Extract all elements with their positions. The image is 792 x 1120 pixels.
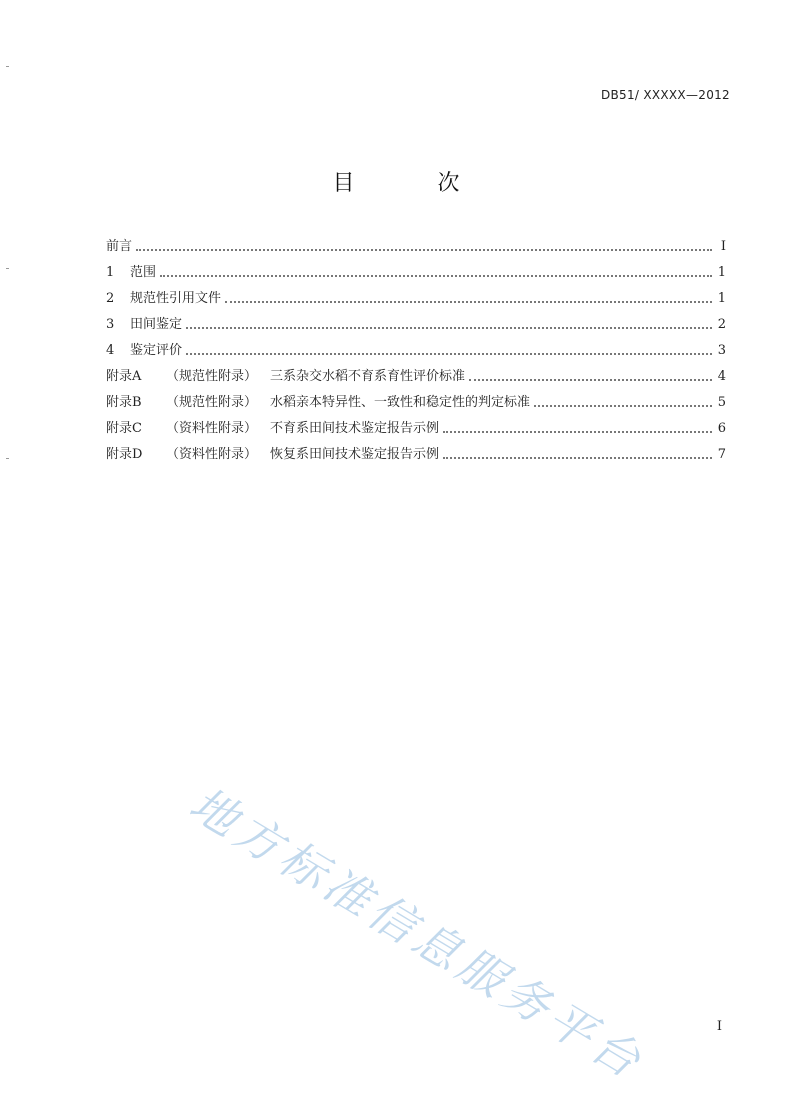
toc-entry-number: 1 xyxy=(106,265,115,280)
appendix-label: 附录D xyxy=(106,447,143,462)
toc-entry-number: 3 xyxy=(106,317,115,332)
dot-leader xyxy=(534,405,712,407)
toc-entry-appendix-c[interactable] xyxy=(106,412,726,438)
appendix-label: 附录B xyxy=(106,395,142,410)
toc-entry-label xyxy=(106,238,136,256)
toc-entry-title: 三系杂交水稻不育系育性评价标准 xyxy=(270,369,466,384)
dot-leader xyxy=(225,301,712,303)
toc-entry-page: 4 xyxy=(717,369,726,384)
toc-entry-page: 2 xyxy=(717,317,726,332)
scan-speck xyxy=(6,66,9,67)
toc-title: 目 次 xyxy=(332,171,498,196)
toc-entry-appendix-b[interactable] xyxy=(106,386,726,412)
toc-entry-title: 鉴定评价 xyxy=(130,343,183,358)
appendix-label: 附录C xyxy=(106,421,142,436)
toc-entry-label xyxy=(106,420,443,438)
toc-entry-page: I xyxy=(720,239,726,254)
table-of-contents xyxy=(106,230,726,464)
toc-entry-page: 3 xyxy=(717,343,726,358)
toc-entry-title: 前言 xyxy=(106,239,133,254)
toc-entry-number: 4 xyxy=(106,343,115,358)
toc-entry-appendix-a[interactable] xyxy=(106,360,726,386)
toc-entry-label xyxy=(106,446,443,464)
toc-entry-title: 田间鉴定 xyxy=(130,317,183,332)
appendix-kind: （资料性附录） xyxy=(166,421,258,436)
toc-entry-label xyxy=(106,264,160,282)
toc-entry-title: 规范性引用文件 xyxy=(130,291,222,306)
toc-entry-page: 1 xyxy=(717,265,726,280)
toc-entry-page: 1 xyxy=(717,291,726,306)
toc-entry-label xyxy=(106,394,534,412)
toc-entry-label xyxy=(106,290,225,308)
toc-entry-title: 恢复系田间技术鉴定报告示例 xyxy=(270,447,440,462)
watermark: 地方标准信息服务平台 xyxy=(180,776,655,1091)
dot-leader xyxy=(469,379,712,381)
toc-entry-title: 范围 xyxy=(130,265,157,280)
toc-entry-label xyxy=(106,368,469,386)
dot-leader xyxy=(160,275,712,277)
toc-entry-field-identification[interactable] xyxy=(106,308,726,334)
dot-leader xyxy=(186,353,712,355)
toc-entry-title: 水稻亲本特异性、一致性和稳定性的判定标准 xyxy=(270,395,531,410)
toc-entry-label xyxy=(106,316,186,334)
toc-entry-title: 不育系田间技术鉴定报告示例 xyxy=(270,421,440,436)
toc-entry-scope[interactable] xyxy=(106,256,726,282)
toc-entry-normative-references[interactable] xyxy=(106,282,726,308)
toc-entry-page: 5 xyxy=(717,395,726,410)
dot-leader xyxy=(186,327,712,329)
dot-leader xyxy=(443,457,712,459)
toc-entry-preface[interactable] xyxy=(106,230,726,256)
dot-leader xyxy=(443,431,712,433)
toc-entry-page: 6 xyxy=(717,421,726,436)
appendix-kind: （规范性附录） xyxy=(166,369,258,384)
toc-entry-label xyxy=(106,342,186,360)
dot-leader xyxy=(136,249,712,251)
toc-entry-page: 7 xyxy=(717,447,726,462)
appendix-label: 附录A xyxy=(106,369,142,384)
appendix-kind: （规范性附录） xyxy=(166,395,258,410)
document-id: DB51/ XXXXX—2012 xyxy=(600,88,730,102)
appendix-kind: （资料性附录） xyxy=(166,447,258,462)
toc-entry-appendix-d[interactable] xyxy=(106,438,726,464)
scan-speck xyxy=(6,268,9,269)
page-number: I xyxy=(716,1019,722,1034)
toc-entry-number: 2 xyxy=(106,291,115,306)
toc-entry-evaluation[interactable] xyxy=(106,334,726,360)
scan-speck xyxy=(6,458,9,459)
